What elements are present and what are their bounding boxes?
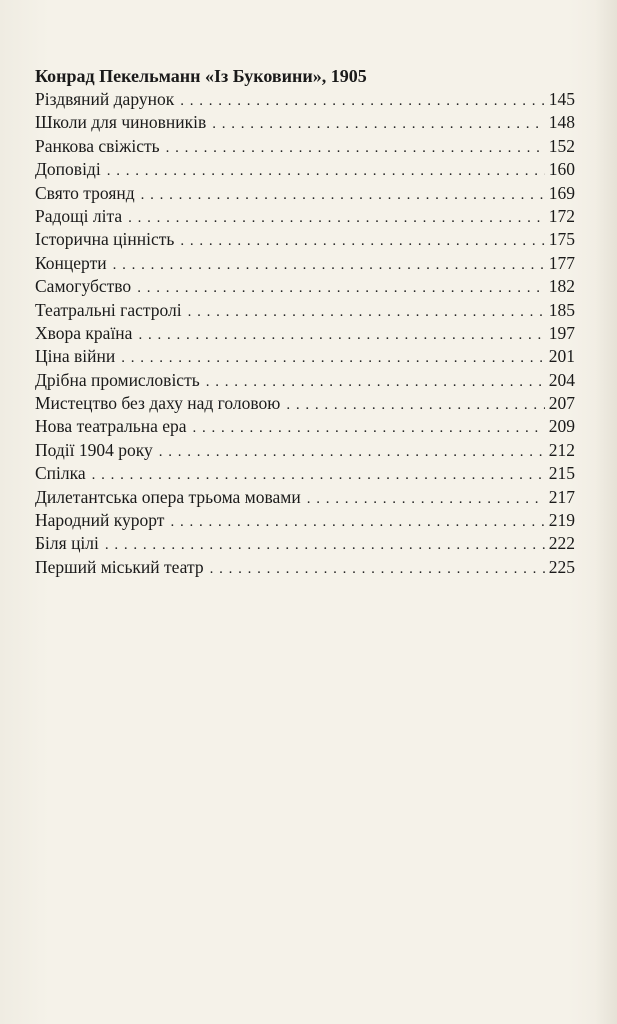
toc-entry-page: 207	[548, 393, 575, 414]
toc-entry	[35, 205, 575, 228]
dot-leader	[128, 207, 545, 230]
toc-entry-page: 201	[548, 346, 575, 367]
dot-leader	[188, 301, 545, 324]
dot-leader	[180, 90, 545, 113]
toc-entry-page: 185	[548, 299, 575, 320]
toc-entry-page: 215	[548, 463, 575, 484]
show-through-text	[200, 595, 617, 619]
toc-entry	[35, 228, 575, 251]
toc-entry-title: Спілка	[35, 463, 86, 484]
toc-entry-page: 225	[548, 556, 575, 577]
toc-entry	[35, 439, 575, 462]
toc-entry	[35, 415, 575, 438]
toc-entry	[35, 345, 575, 368]
dot-leader	[92, 464, 545, 487]
dot-leader	[138, 324, 544, 347]
toc-entries	[35, 88, 575, 579]
section-title: Конрад Пекельманн «Із Буковини», 1905	[35, 66, 367, 86]
toc-entry	[35, 532, 575, 555]
toc-entry-title: Концерти	[35, 252, 107, 273]
page-edge-shadow	[595, 0, 617, 1024]
toc-entry	[35, 135, 575, 158]
toc-entry-title: Різдвяний дарунок	[35, 89, 175, 109]
toc-entry-title: Школи для чиновників	[35, 112, 207, 133]
table-of-contents	[35, 64, 575, 579]
toc-entry-title: Біля цілі	[35, 533, 99, 554]
toc-entry-title: Історична цінність	[35, 229, 175, 250]
toc-entry-page: 148	[548, 112, 575, 133]
dot-leader	[159, 441, 545, 464]
toc-entry-page: 222	[548, 533, 575, 554]
dot-leader	[113, 254, 545, 277]
toc-entry	[35, 111, 575, 134]
toc-entry	[35, 322, 575, 345]
dot-leader	[166, 137, 545, 160]
toc-entry-page: 217	[548, 486, 575, 507]
toc-entry-page: 145	[548, 89, 575, 109]
toc-entry-page: 172	[548, 205, 575, 226]
toc-entry-page: 182	[548, 276, 575, 297]
dot-leader	[105, 534, 545, 557]
toc-entry-page: 160	[548, 159, 575, 180]
toc-entry	[35, 252, 575, 275]
toc-entry	[35, 509, 575, 532]
toc-entry-title: Дрібна промисловість	[35, 369, 200, 390]
dot-leader	[307, 488, 545, 511]
toc-entry-page: 219	[548, 510, 575, 531]
toc-entry	[35, 369, 575, 392]
toc-entry-title: Самогубство	[35, 276, 132, 297]
toc-entry-page: 152	[548, 135, 575, 156]
toc-entry-title: Доповіді	[35, 159, 101, 180]
toc-entry-title: Ранкова свіжість	[35, 135, 160, 156]
toc-entry-page: 204	[548, 369, 575, 390]
dot-leader	[170, 511, 544, 534]
dot-leader	[107, 160, 545, 183]
toc-entry-title: Ціна війни	[35, 346, 116, 367]
toc-entry-title: Театральні гастролі	[35, 299, 182, 320]
toc-entry	[35, 182, 575, 205]
dot-leader	[137, 277, 545, 300]
toc-entry-page: 175	[548, 229, 575, 250]
toc-entry-page: 212	[548, 439, 575, 460]
toc-entry	[35, 158, 575, 181]
dot-leader	[210, 558, 545, 581]
toc-entry-page: 209	[548, 416, 575, 437]
toc-entry-title: Хвора країна	[35, 322, 133, 343]
dot-leader	[180, 230, 544, 253]
toc-entry	[35, 299, 575, 322]
toc-entry-title: Свято троянд	[35, 182, 135, 203]
toc-entry-title: Події 1904 року	[35, 439, 153, 460]
toc-entry-title: Радощі літа	[35, 205, 123, 226]
toc-entry	[35, 556, 575, 579]
toc-entry-page: 169	[548, 182, 575, 203]
dot-leader	[212, 113, 545, 136]
toc-entry-title: Перший міський театр	[35, 556, 204, 577]
dot-leader	[286, 394, 544, 417]
toc-entry-page: 197	[548, 322, 575, 343]
dot-leader	[193, 417, 545, 440]
dot-leader	[121, 347, 545, 370]
toc-entry-title: Народний курорт	[35, 510, 165, 531]
toc-entry-title: Мистецтво без даху над головою	[35, 393, 281, 414]
toc-entry-page: 177	[548, 252, 575, 273]
toc-entry-title: Нова театральна ера	[35, 416, 187, 437]
toc-entry-title: Дилетантська опера трьома мовами	[35, 486, 301, 507]
toc-entry	[35, 275, 575, 298]
dot-leader	[206, 371, 545, 394]
toc-entry	[35, 462, 575, 485]
toc-entry	[35, 392, 575, 415]
dot-leader	[141, 184, 545, 207]
toc-entry	[35, 88, 575, 111]
toc-entry	[35, 486, 575, 509]
